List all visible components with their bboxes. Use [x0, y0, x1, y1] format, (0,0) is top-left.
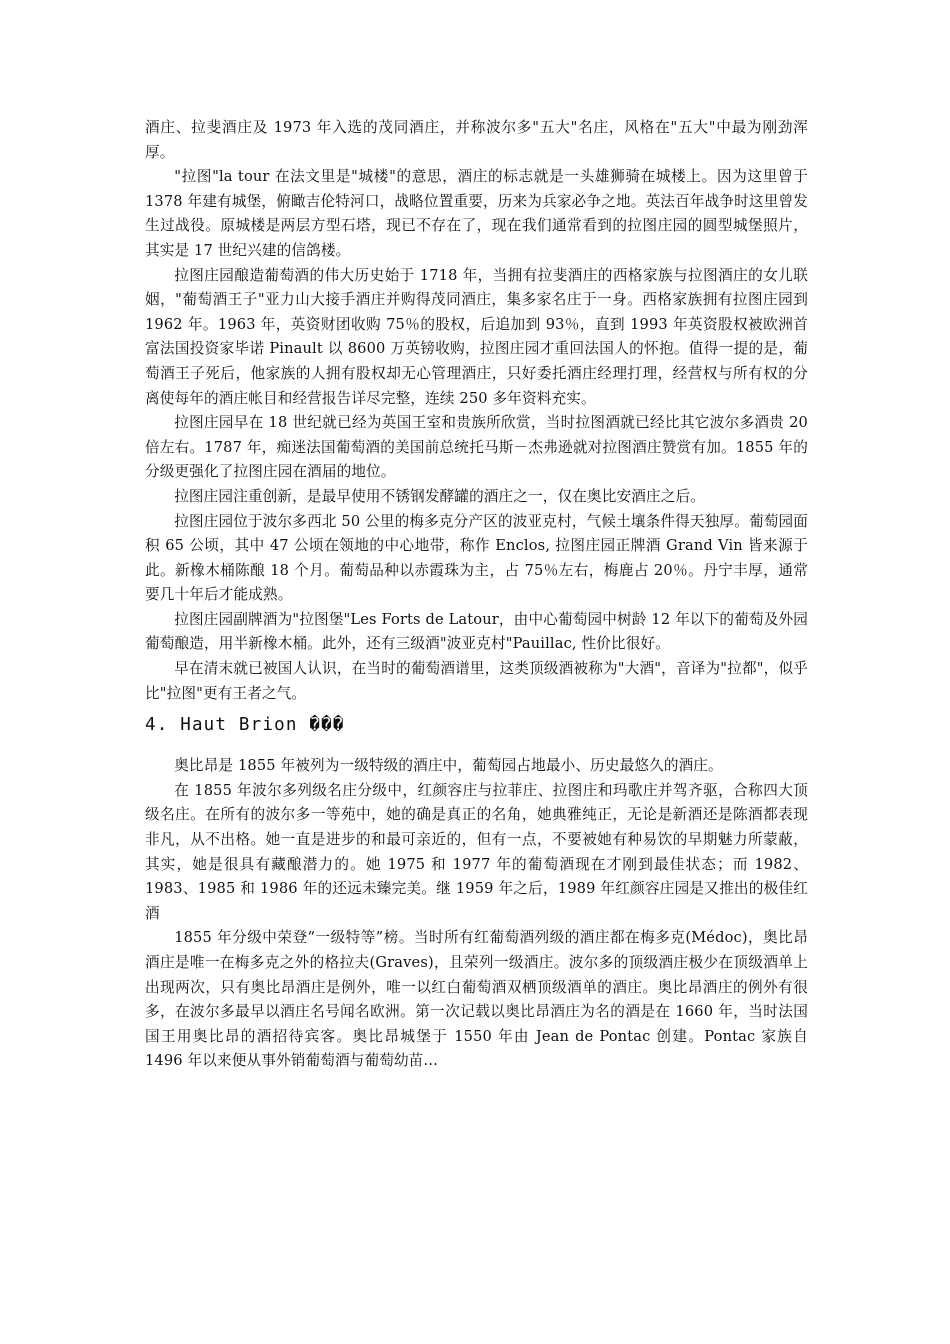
- paragraph-haut-brion-history: 1855 年分级中荣登“一级特等”榜。当时所有红葡萄酒列级的酒庄都在梅多克(Médoc)，奥比昂酒庄是唯一在梅多克之外的格拉夫(Graves)，且荣列一级酒庄。波尔多的顶级酒庄极少在顶级酒单上出现两次，只有奥比昂酒庄是例外，唯一以红白葡萄酒双栖顶级酒单的酒庄。奥比昂酒庄的例外有很多，在波尔多最早以酒庄名号闻名欧洲。第一次记载以奥比昂酒庄为名的酒是在 1660 年，当时法国国王用奥比昂的酒招待宾客。奥比昂城堡于 1550 年由 Jean de Pontac 创建。Pontac 家族自 1496 年以来便从事外销葡萄酒与葡萄幼苗…: [145, 929, 808, 1070]
- document-page: [145, 116, 808, 1074]
- paragraph-haut-brion-intro: 奥比昂是 1855 年被列为一级特级的酒庄中，葡萄园占地最小、历史最悠久的酒庄。: [174, 757, 723, 775]
- paragraph-haut-brion-classification: 在 1855 年波尔多列级名庄分级中，红颜容庄与拉菲庄、拉图庄和玛歌庄并驾齐驱，合称四大顶级名庄。在所有的波尔多一等苑中，她的确是真正的名角，她典雅纯正，无论是新酒还是陈酒都表现非凡，从不出格。她一直是进步的和最可亲近的，但有一点，不要被她有种易饮的早期魅力所蒙蔽，其实，她是很具有藏酿潜力的。她 1975 和 1977 年的葡萄酒现在才刚到最佳状态；而 1982、1983、1985 和 1986 年的还远未臻完美。继 1959 年之后，1989 年红颜容庄园是又推出的极佳红酒: [145, 781, 808, 922]
- paragraph-latour-innovation: 拉图庄园注重创新，是最早使用不锈钢发酵罐的酒庄之一，仅在奥比安酒庄之后。: [174, 487, 705, 505]
- paragraph-latour-name: "拉图"la tour 在法文里是"城楼"的意思，酒庄的标志就是一头雄狮骑在城楼上。因为这里曾于 1378 年建有城堡，俯瞰吉伦特河口，战略位置重要，历来为兵家必争之地。英法百年战争时这里曾发生过战役。原城楼是两层方型石塔，现已不存在了，现在我们通常看到的拉图庄园的圆型城堡照片，其实是 17 世纪兴建的信鸽楼。: [145, 168, 808, 259]
- paragraph-latour-royalty: 拉图庄园早在 18 世纪就已经为英国王室和贵族所欣赏，当时拉图酒就已经比其它波尔多酒贵 20 倍左右。1787 年，痴迷法国葡萄酒的美国前总统托马斯－杰弗逊就对拉图酒庄赞赏有加。1855 年的分级更强化了拉图庄园在酒届的地位。: [145, 414, 808, 481]
- paragraph-latour-second-wine: 拉图庄园副牌酒为"拉图堡"Les Forts de Latour，由中心葡萄园中树龄 12 年以下的葡萄及外园葡萄酿造，用半新橡木桶。此外，还有三级酒"波亚克村"Pauillac, 性价比很好。: [145, 610, 808, 653]
- paragraph-latour-vineyard: 拉图庄园位于波尔多西北 50 公里的梅多克分产区的波亚克村，气候土壤条件得天独厚。葡萄园面积 65 公顷，其中 47 公顷在领地的中心地带，称作 Enclos, 拉图庄园正牌酒 Grand Vin 皆来源于此。新橡木桶陈酿 18 个月。葡萄品种以赤霞珠为主，占 75％左右，梅鹿占 20％。丹宁丰厚，通常要几十年后才能成熟。: [145, 512, 808, 604]
- paragraph-latour-history: 拉图庄园酿造葡萄酒的伟大历史始于 1718 年，当拥有拉斐酒庄的西格家族与拉图酒庄的女儿联姻，"葡萄酒王子"亚力山大接手酒庄并购得茂同酒庄，集多家名庄于一身。西格家族拥有拉图庄园到 1962 年。1963 年，英资财团收购 75％的股权，后追加到 93％，直到 1993 年英资股权被欧洲首富法国投资家毕诺 Pinault 以 8600 万英镑收购，拉图庄园才重回法国人的怀抱。值得一提的是，葡萄酒王子死后，他家族的人拥有股权却无心管理酒庄，只好委托酒庄经理打理，经营权与所有权的分离使每年的酒庄帐目和经营报告详尽完整，连续 250 多年资料充实。: [145, 266, 808, 407]
- paragraph-latour-china: 早在清末就已被国人认识，在当时的葡萄酒谱里，这类顶级酒被称为"大酒"，音译为"拉都"，似乎比"拉图"更有王者之气。: [145, 660, 808, 702]
- section-heading-haut-brion: 4. Haut Brion ���: [145, 715, 345, 736]
- paragraph-intro-continuation: 酒庄、拉斐酒庄及 1973 年入选的茂同酒庄，并称波尔多"五大"名庄，风格在"五大"中最为刚劲浑厚。: [145, 119, 808, 161]
